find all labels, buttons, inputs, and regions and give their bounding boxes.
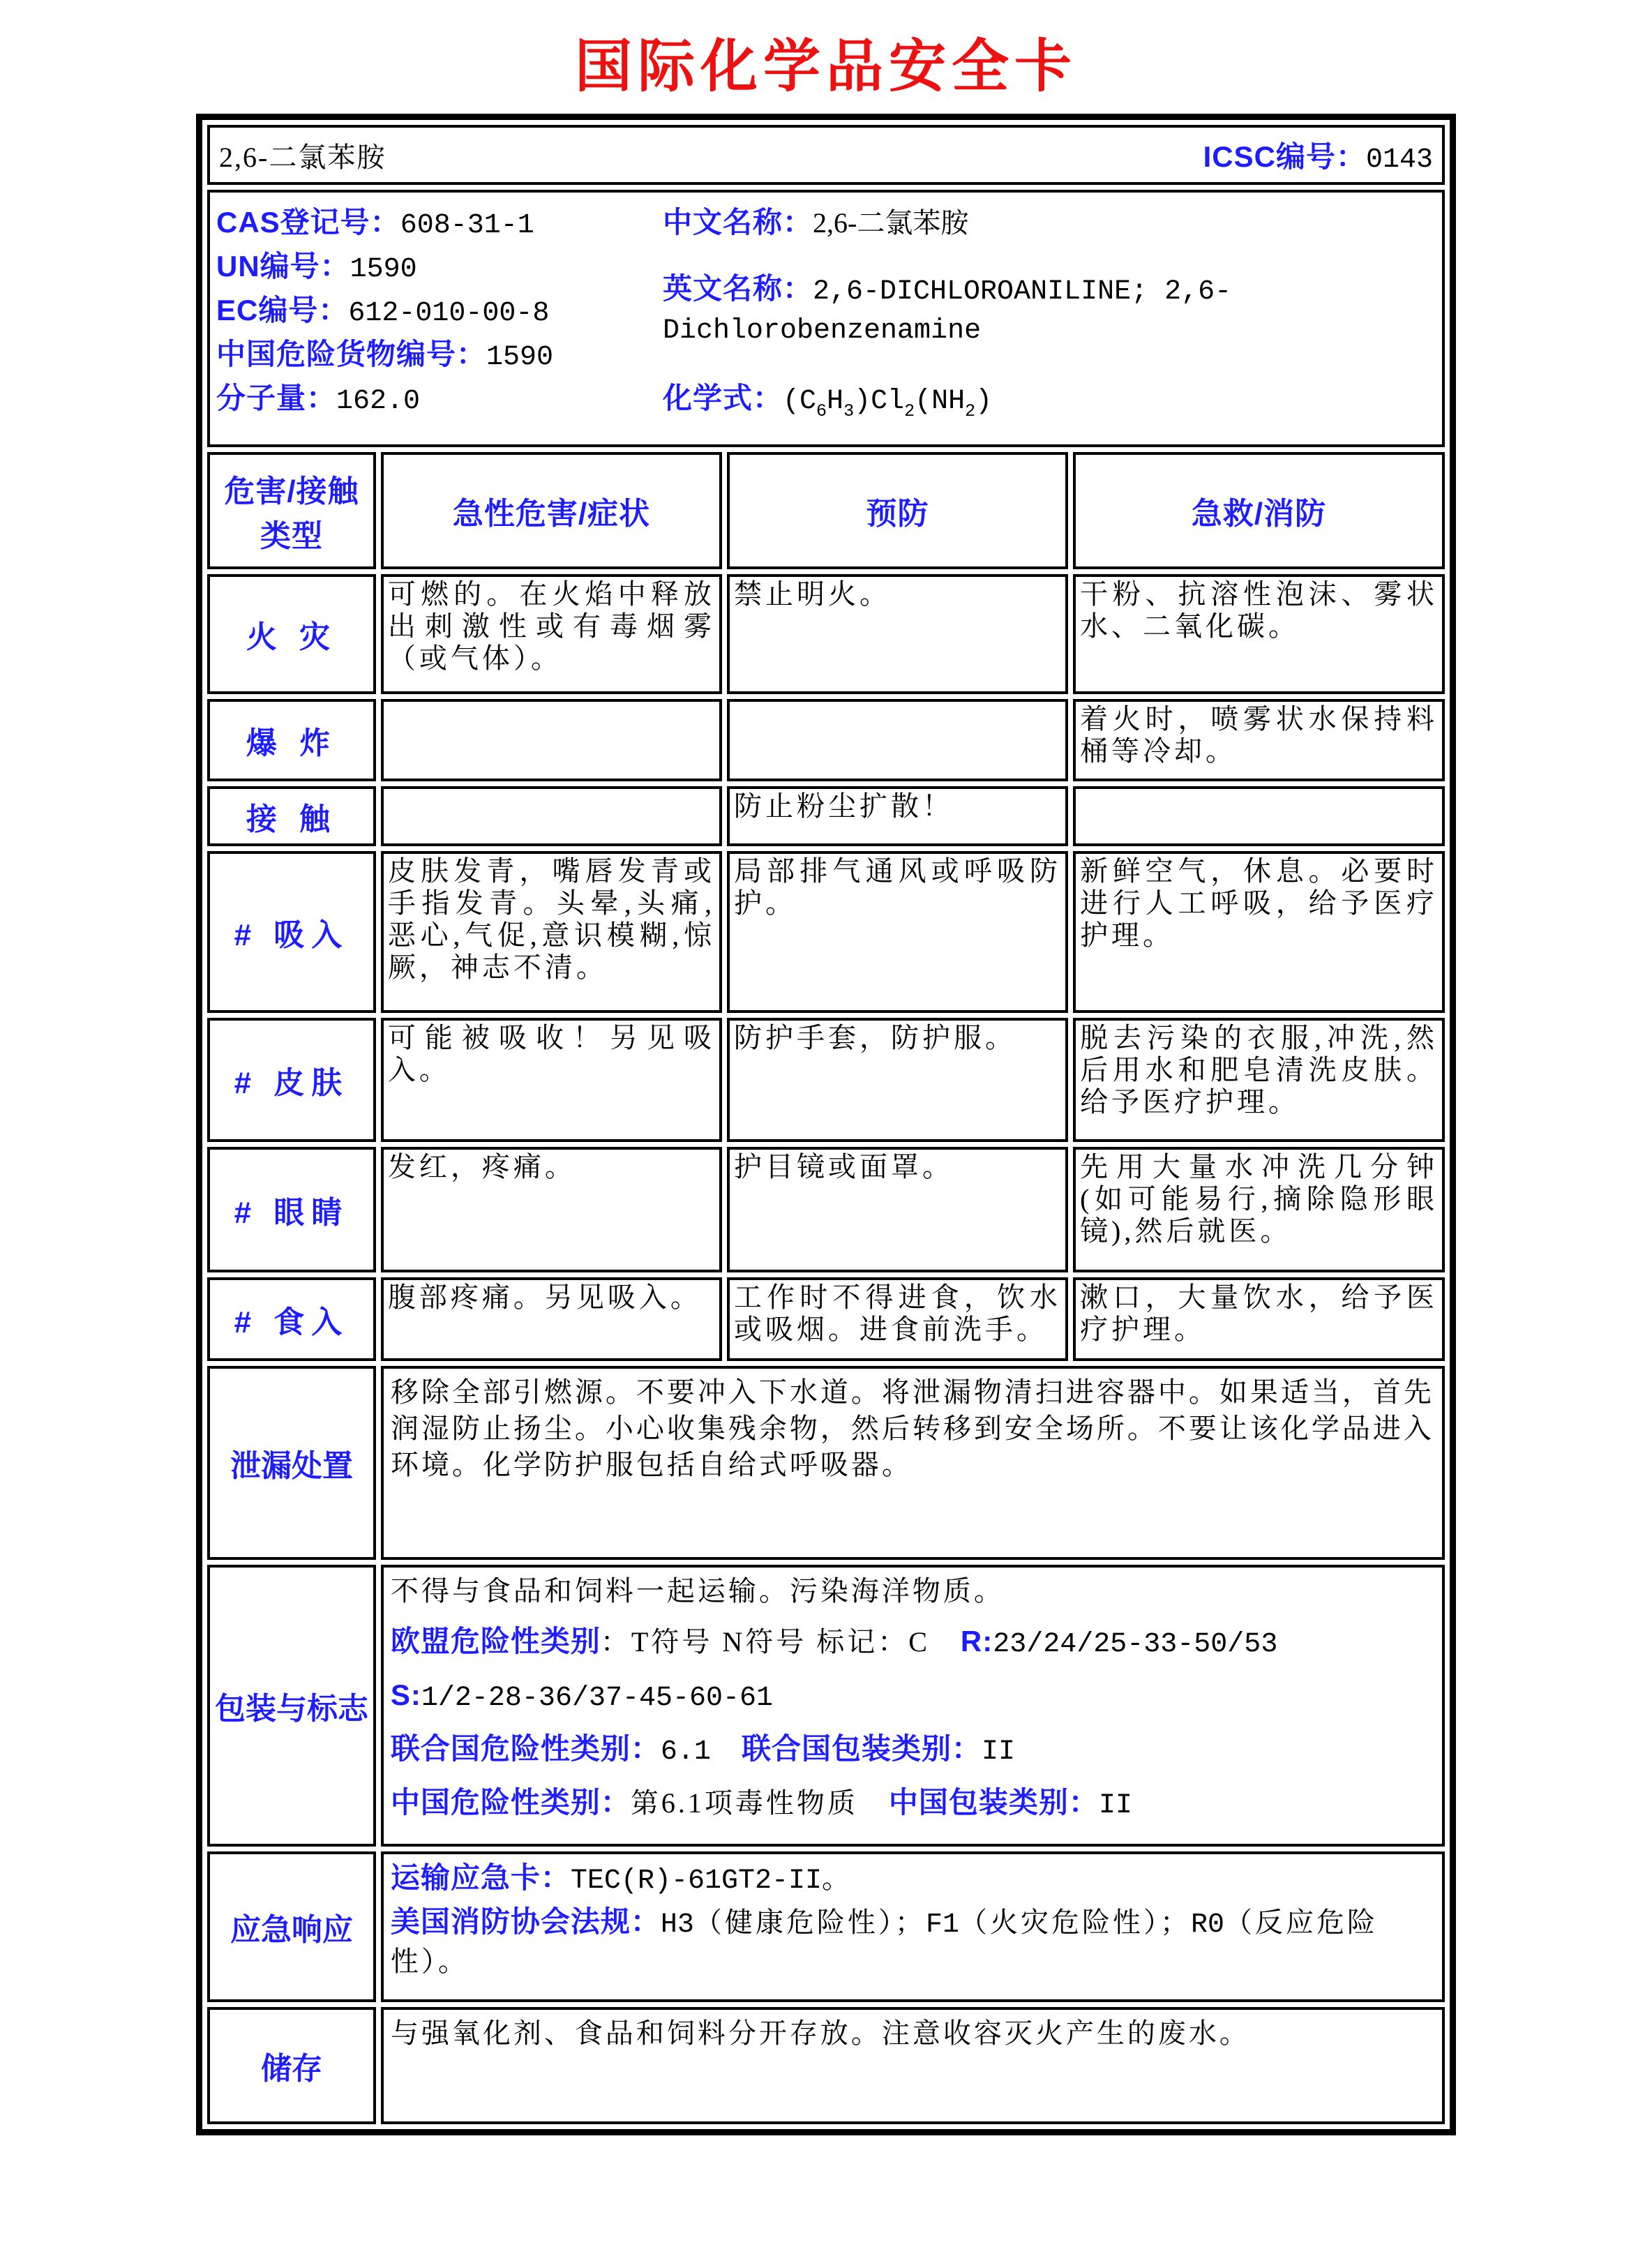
en-name-value: 2,6-DICHLOROANILINE; 2,6-Dichlorobenzenamine [663,276,1232,347]
hazard-row-skin [207,1018,1445,1142]
hazard-row-ingestion [207,1277,1445,1361]
fire-prevention: 禁止明火。 [727,574,1068,694]
cas-label: CAS登记号： [216,206,400,239]
formula-value [783,383,993,421]
ingestion-symptoms: 腹部疼痛。另见吸入。 [381,1277,722,1361]
text-segment: 不得与食品和饲料一起运输。污染海洋物质。 [390,1575,1005,1607]
eyes-prevention: 护目镜或面罩。 [727,1147,1068,1272]
explosion-prevention [727,699,1068,781]
page-title: 国际化学品安全卡 [574,35,1077,98]
safety-card-table [202,120,1450,2129]
name-cell [207,125,1445,185]
text-segment: 移除全部引燃源。不要冲入下水道。将泄漏物清扫进容器中。如果适当，首先润湿防止扬尘。小心收集残余物，然后转移到安全场所。不要让该化学品进入环境。化学防护服包括自给式呼吸器。 [390,1376,1434,1480]
fire-response: 干粉、抗溶性泡沫、雾状水、二氧化碳。 [1073,574,1445,694]
s-phrases-line [391,1677,1435,1717]
inhalation-symptoms: 皮肤发青，嘴唇发青或手指发青。头晕,头痛,恶心,气促,意识模糊,惊厥，神志不清。 [381,851,722,1013]
section-label-spillage: 泄漏处置 [207,1366,376,1560]
fire-symptoms: 可燃的。在火焰中释放出刺激性或有毒烟雾（或气体）。 [381,574,722,694]
ec-label: EC编号： [216,294,349,326]
text-segment: H [827,386,844,417]
hazard-row-explosion [207,699,1445,781]
page [0,21,1652,2135]
row-label-exposure: 接 触 [207,786,376,846]
text-segment [711,1734,742,1765]
text-segment: S: [390,1678,421,1711]
header-prevention: 预防 [727,452,1068,569]
text-segment: II [981,1736,1015,1768]
formula-line [663,380,1436,430]
cn-name-value: 2,6-二氯苯胺 [813,207,969,239]
skin-symptoms: 可能被吸收！另见吸入。 [381,1018,722,1142]
icsc-value: 0143 [1365,144,1433,176]
text-segment: 6.1 [660,1736,711,1768]
cas-number-line [216,204,663,244]
spillage-content [381,1366,1445,1560]
cn-name-label: 中文名称： [663,206,813,239]
cn-name-line [663,204,1436,241]
text-segment: )Cl [854,386,905,417]
mol-weight-label: 分子量： [216,382,337,414]
text-segment: 第6.1项毒性物质 [630,1787,858,1819]
hazard-row-fire [207,574,1445,694]
text-segment: ：T符号 N符号 标记：C [600,1626,930,1658]
safety-card [196,114,1456,2135]
header-hazard-type: 危害/接触类型 [207,452,376,569]
identification-cell [207,190,1445,447]
row-label-fire: 火 灾 [207,574,376,694]
row-label-eyes: # 眼睛 [207,1147,376,1272]
icsc-number [1203,134,1433,176]
text-segment: 中国包装类别： [888,1786,1099,1819]
ec-number-line [216,292,663,332]
inhalation-response: 新鲜空气，休息。必要时进行人工呼吸，给予医疗护理。 [1073,851,1445,1013]
text-segment: 6 [816,401,827,421]
un-value: 1590 [350,254,417,285]
text-segment: R: [960,1625,993,1658]
cn-dg-value: 1590 [486,342,554,373]
hazard-header-row [207,452,1445,569]
text-segment: ) [975,386,993,417]
row-label-skin: # 皮肤 [207,1018,376,1142]
name-row [207,125,1445,185]
text-segment: 与强氧化剂、食品和饲料分开存放。注意收容灭火产生的废水。 [390,2017,1250,2049]
icsc-label: ICSC编号： [1203,140,1366,173]
section-row-spillage [207,1366,1445,1560]
mol-weight-line [216,380,663,420]
text-segment: II [1098,1790,1132,1821]
text-segment: 23/24/25-33-50/53 [993,1629,1278,1660]
transport-emergency-card-line [391,1860,1435,1900]
header-first-aid: 急救/消防 [1073,452,1445,569]
un-number-line [216,248,663,288]
row-label-inhalation: # 吸入 [207,851,376,1013]
text-segment: R0 [1190,1909,1224,1941]
packaging-content [381,1565,1445,1847]
cn-dg-number-line [216,336,663,376]
id-list-left [216,200,663,434]
text-segment: （火灾危险性）； [959,1907,1191,1938]
packaging-transport-note [391,1573,1435,1609]
explosion-symptoms [381,699,722,781]
row-label-ingestion: # 食入 [207,1277,376,1361]
row-label-explosion: 爆 炸 [207,699,376,781]
header-acute-hazards: 急性危害/症状 [381,452,722,569]
section-row-packaging [207,1565,1445,1847]
ec-value: 612-010-00-8 [348,298,550,329]
text-segment: 联合国包装类别： [741,1732,982,1765]
text-segment: 。 [821,1863,853,1894]
storage-text [391,2015,1435,2052]
section-label-storage: 储存 [207,2007,376,2124]
text-segment: 欧盟危险性类别 [390,1625,601,1658]
eyes-response: 先用大量水冲洗几分钟(如可能易行,摘除隐形眼镜),然后就医。 [1073,1147,1445,1272]
exposure-prevention: 防止粉尘扩散！ [727,786,1068,846]
text-segment: TEC(R)-61GT2-II [570,1865,822,1897]
inhalation-prevention: 局部排气通风或呼吸防护。 [727,851,1068,1013]
text-segment: 运输应急卡： [390,1861,571,1894]
text-segment: H3 [660,1909,694,1941]
section-label-packaging: 包装与标志 [207,1565,376,1847]
section-row-emergency [207,1851,1445,2002]
hazard-row-inhalation [207,851,1445,1013]
section-row-storage [207,2007,1445,2124]
emergency-content [381,1851,1445,2002]
ingestion-response: 漱口，大量饮水，给予医疗护理。 [1073,1277,1445,1361]
text-segment: F1 [925,1909,959,1941]
formula-label: 化学式： [663,382,783,414]
hazard-row-exposure [207,786,1445,846]
en-name-label: 英文名称： [663,272,813,305]
id-list-right [663,200,1436,434]
text-segment [930,1626,961,1658]
identification-row [207,190,1445,447]
text-segment: （反应危险性）。 [390,1907,1378,1977]
hazard-row-eyes [207,1147,1445,1272]
section-label-emergency: 应急响应 [207,1851,376,2002]
text-segment: (NH [915,386,966,417]
text-segment: 联合国危险性类别： [390,1732,661,1765]
un-label: UN编号： [216,250,350,283]
skin-response: 脱去污染的衣服,冲洗,然后用水和肥皂清洗皮肤。给予医疗护理。 [1073,1018,1445,1142]
text-segment: 3 [843,401,855,421]
chemical-name: 2,6-二氯苯胺 [219,141,386,173]
nfpa-code-line [391,1904,1435,1980]
en-name-line [663,271,1436,350]
text-segment: 中国危险性类别： [390,1786,631,1819]
cn-hazard-class-line [391,1784,1435,1824]
cn-dg-label: 中国危险货物编号： [216,338,487,370]
exposure-symptoms [381,786,722,846]
text-segment: (C [783,386,817,417]
storage-content [381,2007,1445,2124]
eyes-symptoms: 发红，疼痛。 [381,1147,722,1272]
eu-hazard-class-line [391,1623,1435,1663]
un-hazard-class-line [391,1731,1435,1771]
explosion-response: 着火时，喷雾状水保持料桶等冷却。 [1073,699,1445,781]
spillage-text [391,1374,1435,1483]
text-segment: 2 [965,401,976,421]
text-segment: 美国消防协会法规： [390,1905,661,1938]
cas-value: 608-31-1 [400,210,534,241]
text-segment [858,1787,889,1819]
skin-prevention: 防护手套，防护服。 [727,1018,1068,1142]
ingestion-prevention: 工作时不得进食，饮水或吸烟。进食前洗手。 [727,1277,1068,1361]
mol-weight-value: 162.0 [336,386,421,417]
text-segment: （健康危险性）； [693,1907,926,1938]
exposure-response [1073,786,1445,846]
text-segment: 2 [904,401,915,421]
text-segment: 1/2-28-36/37-45-60-61 [421,1683,773,1714]
